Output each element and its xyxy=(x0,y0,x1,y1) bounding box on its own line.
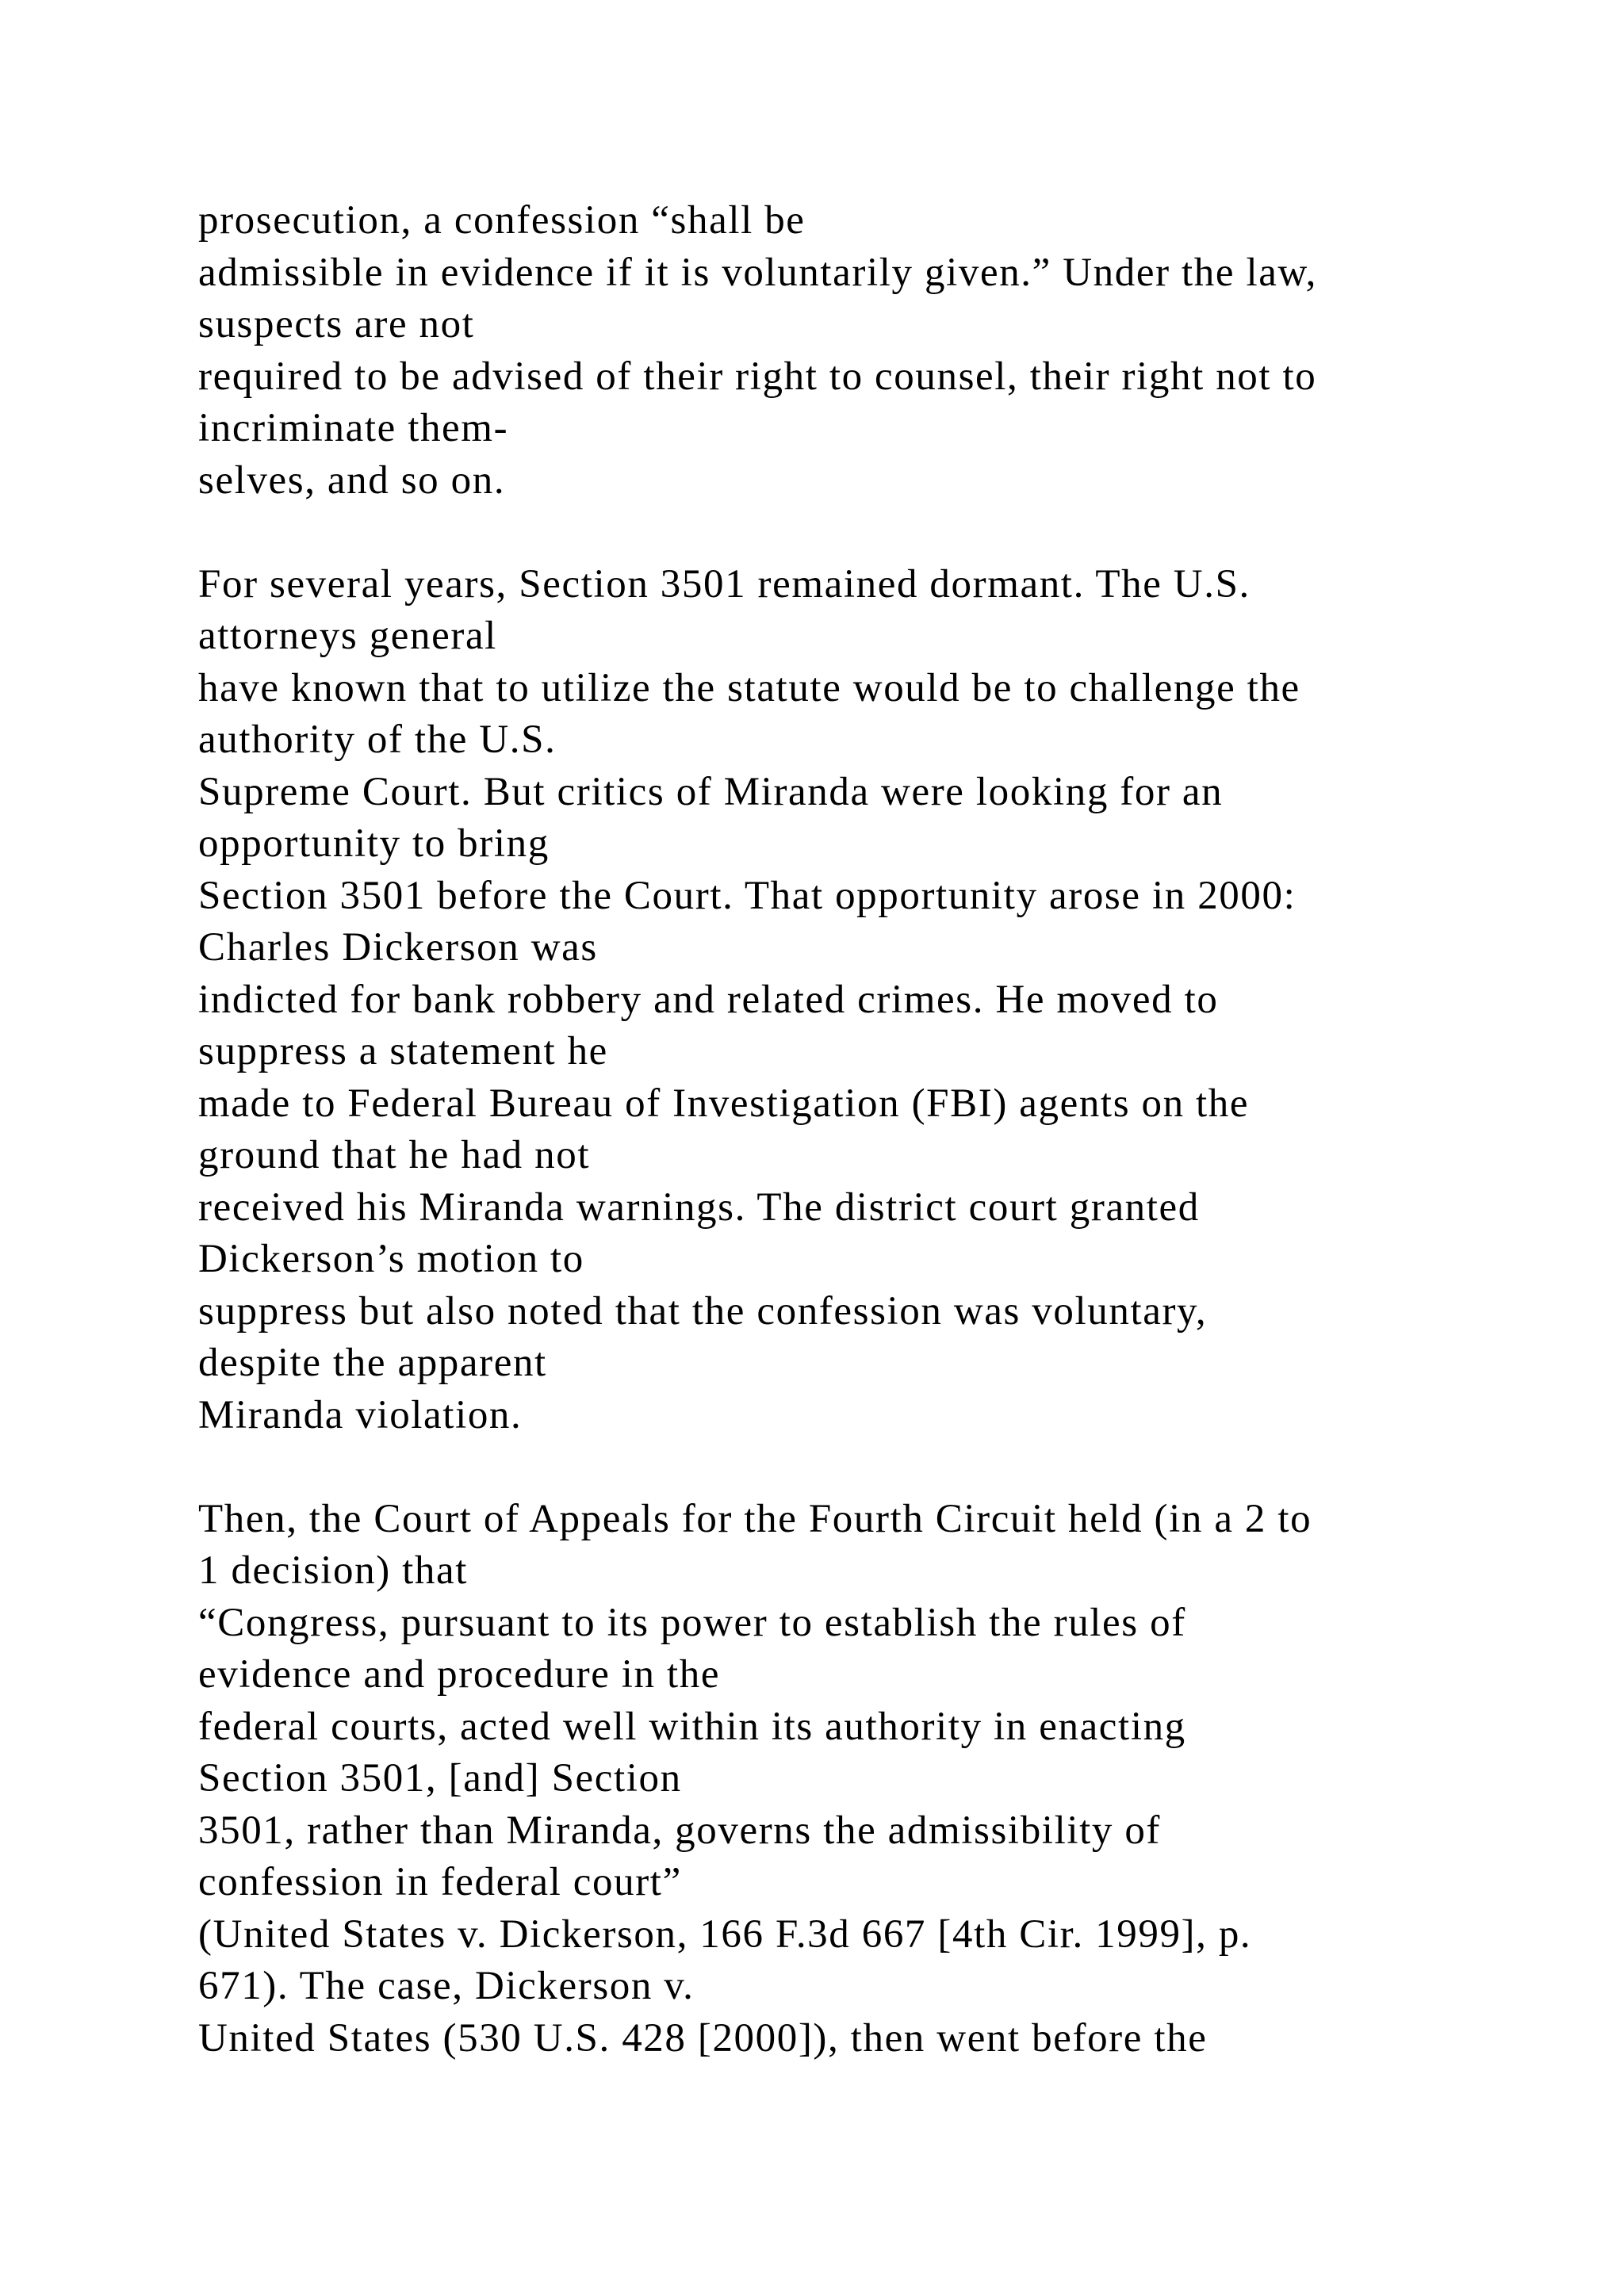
text-line: For several years, Section 3501 remained dormant. The U.S. xyxy=(198,561,1251,607)
text-line: attorneys general xyxy=(198,614,497,658)
text-line: “Congress, pursuant to its power to establish the rules of xyxy=(198,1600,1186,1645)
text-line: 1 decision) that xyxy=(198,1548,469,1593)
text-line: incriminate them- xyxy=(198,406,509,450)
text-line: authority of the U.S. xyxy=(198,718,557,762)
text-line: evidence and procedure in the xyxy=(198,1652,721,1697)
text-line: Supreme Court. But critics of Miranda were looking for an xyxy=(198,769,1224,814)
document-page xyxy=(198,195,1546,2064)
paragraph-break xyxy=(198,507,1546,559)
paragraph-break xyxy=(198,1441,1546,1494)
text-line: ground that he had not xyxy=(198,1133,591,1177)
text-line: Then, the Court of Appeals for the Fourth Circuit held (in a 2 to xyxy=(198,1496,1312,1541)
text-line: 3501, rather than Miranda, governs the admissibility of xyxy=(198,1808,1162,1853)
paragraph-3 xyxy=(198,1494,1546,2065)
text-line: suppress a statement he xyxy=(198,1029,608,1073)
text-line: Dickerson’s motion to xyxy=(198,1237,584,1281)
text-line: suppress but also noted that the confession was voluntary, xyxy=(198,1288,1208,1334)
text-line: indicted for bank robbery and related crimes. He moved to xyxy=(198,977,1219,1022)
paragraph-2 xyxy=(198,559,1546,1442)
text-line: 671). The case, Dickerson v. xyxy=(198,1964,695,2008)
text-line: suspects are not xyxy=(198,302,475,346)
text-line: opportunity to bring xyxy=(198,821,550,866)
text-line: made to Federal Bureau of Investigation (FBI) agents on the xyxy=(198,1081,1250,1126)
text-line: Miranda violation. xyxy=(198,1392,523,1437)
text-line: Section 3501, [and] Section xyxy=(198,1756,682,1800)
text-line: Charles Dickerson was xyxy=(198,925,598,970)
text-line: selves, and so on. xyxy=(198,457,506,503)
text-line: despite the apparent xyxy=(198,1341,547,1385)
text-line: prosecution, a confession “shall be xyxy=(198,198,806,243)
text-line: federal courts, acted well within its authority in enacting xyxy=(198,1704,1186,1749)
text-line: have known that to utilize the statute would be to challenge the xyxy=(198,665,1300,710)
paragraph-1 xyxy=(198,195,1546,507)
text-line: United States (530 U.S. 428 [2000]), then went before the xyxy=(198,2015,1208,2061)
text-line: admissible in evidence if it is voluntarily given.” Under the law, xyxy=(198,250,1317,295)
text-line: Section 3501 before the Court. That opportunity arose in 2000: xyxy=(198,873,1297,918)
text-line: received his Miranda warnings. The district court granted xyxy=(198,1184,1200,1230)
text-line: (United States v. Dickerson, 166 F.3d 667 [4th Cir. 1999], p. xyxy=(198,1911,1252,1957)
text-line: required to be advised of their right to counsel, their right not to xyxy=(198,354,1317,399)
text-line: confession in federal court” xyxy=(198,1860,682,1904)
